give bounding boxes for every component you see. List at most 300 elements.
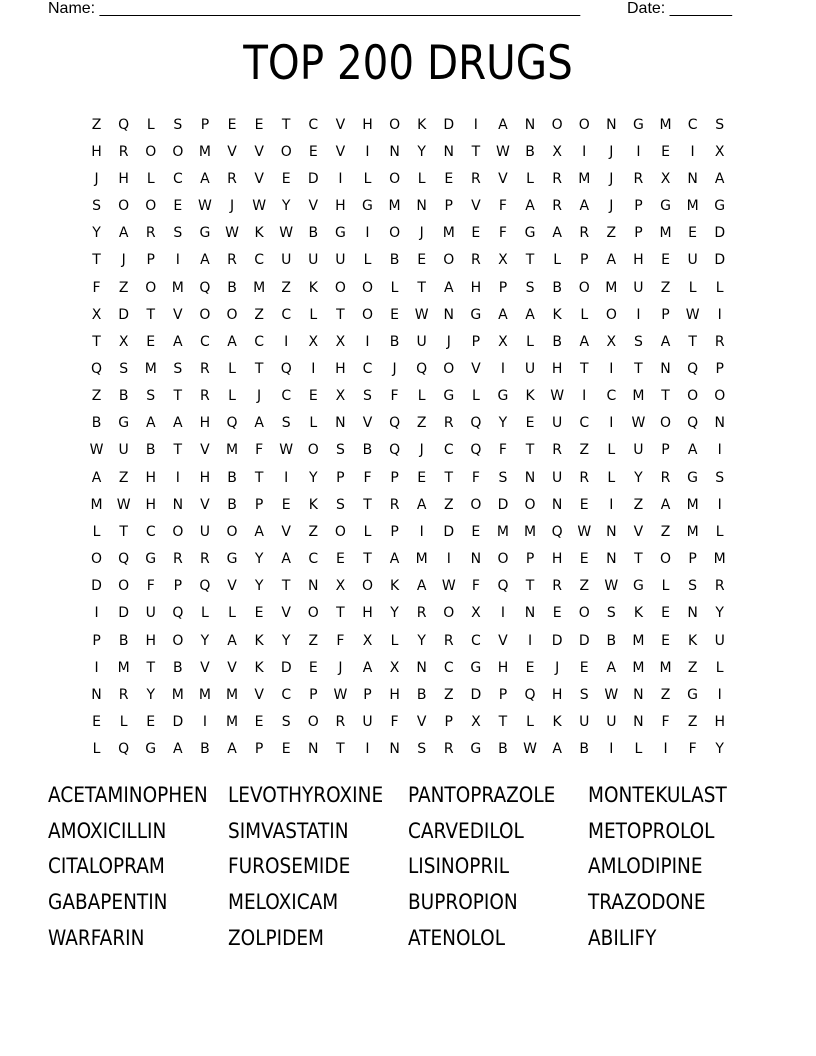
grid-letter: W [604, 686, 619, 703]
grid-letter: F [688, 741, 697, 758]
word-list-item: METOPROLOL [588, 818, 715, 843]
grid-letter: J [257, 388, 262, 405]
grid-letter: I [609, 496, 614, 513]
grid-letter: O [226, 523, 238, 540]
grid-letter: K [552, 306, 562, 323]
grid-letter: N [633, 686, 644, 703]
grid-letter: M [659, 659, 672, 676]
grid-letter: L [715, 523, 724, 540]
grid-letter: O [280, 143, 292, 160]
grid-letter: V [633, 523, 644, 540]
grid-letter: T [146, 306, 156, 323]
grid-letter: M [686, 198, 699, 215]
grid-letter: Z [579, 578, 590, 595]
grid-letter: Y [254, 578, 264, 595]
grid-letter: T [634, 551, 643, 568]
grid-letter: I [175, 469, 180, 486]
grid-letter: T [146, 659, 156, 676]
grid-letter: L [634, 741, 643, 758]
grid-letter: H [145, 496, 156, 513]
grid-letter: N [470, 551, 482, 568]
grid-letter: D [91, 578, 102, 595]
grid-letter: A [660, 496, 671, 513]
grid-letter: O [145, 279, 157, 296]
grid-letter: N [443, 143, 454, 160]
grid-letter: O [687, 388, 699, 405]
grid-letter: V [498, 170, 508, 187]
grid-letter: D [118, 605, 130, 622]
grid-letter: M [225, 686, 239, 703]
grid-letter: M [415, 551, 428, 568]
grid-letter: I [717, 686, 722, 703]
grid-letter: P [498, 279, 508, 296]
grid-letter: D [470, 686, 482, 703]
grid-letter: W [414, 306, 429, 323]
grid-letter: O [443, 252, 455, 269]
word-list-item: LEVOTHYROXINE [228, 782, 384, 807]
grid-letter: L [607, 442, 616, 459]
grid-letter: X [389, 659, 400, 676]
grid-letter: K [525, 388, 535, 405]
grid-letter: N [416, 198, 427, 215]
grid-letter: R [389, 496, 400, 513]
grid-letter: H [714, 714, 725, 731]
grid-letter: O [551, 116, 563, 133]
word-list-item: FUROSEMIDE [228, 854, 351, 879]
grid-letter: S [363, 388, 372, 405]
grid-letter: I [663, 741, 668, 758]
grid-letter: A [254, 523, 264, 540]
grid-letter: T [363, 551, 372, 568]
grid-letter: I [365, 741, 370, 758]
grid-letter: E [146, 333, 156, 350]
grid-letter: J [392, 360, 397, 377]
grid-letter: Z [660, 686, 671, 703]
grid-letter: E [308, 388, 318, 405]
grid-letter: X [362, 632, 373, 649]
grid-letter: R [172, 551, 183, 568]
header [48, 0, 748, 20]
grid-letter: R [443, 741, 454, 758]
grid-letter: F [390, 714, 399, 731]
grid-letter: K [308, 496, 318, 513]
grid-letter: K [254, 632, 264, 649]
grid-letter: T [336, 605, 345, 622]
grid-letter: U [281, 252, 292, 269]
grid-letter: E [579, 496, 589, 513]
grid-letter: G [470, 306, 482, 323]
grid-letter: P [444, 714, 453, 731]
grid-letter: I [365, 143, 370, 160]
grid-letter: O [199, 306, 211, 323]
grid-letter: Q [551, 523, 563, 540]
grid-letter: G [632, 578, 644, 595]
grid-letter: B [227, 496, 237, 513]
grid-letter: B [498, 741, 508, 758]
grid-letter: D [118, 306, 130, 323]
grid-letter: W [225, 225, 239, 242]
grid-letter: N [524, 605, 536, 622]
grid-letter: X [91, 306, 102, 323]
grid-letter: Q [226, 415, 238, 432]
grid-letter: R [200, 360, 210, 377]
grid-letter: X [660, 170, 671, 187]
grid-letter: L [309, 415, 318, 432]
grid-letter: V [281, 523, 291, 540]
grid-letter: I [284, 333, 289, 350]
grid-letter: C [443, 659, 454, 676]
name-field-label: Name: ______________________________________________________ [48, 0, 581, 17]
grid-letter: B [362, 442, 373, 459]
grid-letter: N [172, 496, 184, 513]
grid-letter: I [717, 496, 722, 513]
grid-letter: T [525, 578, 535, 595]
grid-letter: I [473, 116, 478, 133]
grid-letter: T [579, 360, 589, 377]
grid-letter: R [552, 578, 562, 595]
grid-letter: I [419, 523, 424, 540]
grid-letter: K [633, 605, 644, 622]
grid-letter: M [496, 523, 509, 540]
grid-letter: Z [606, 225, 617, 242]
grid-letter: S [119, 360, 129, 377]
grid-letter: S [715, 469, 725, 486]
grid-letter: X [498, 333, 508, 350]
grid-letter: L [146, 170, 155, 187]
grid-letter: S [633, 333, 643, 350]
grid-letter: B [389, 252, 400, 269]
grid-letter: L [201, 605, 209, 622]
grid-letter: C [308, 116, 319, 133]
grid-letter: L [228, 388, 236, 405]
grid-letter: G [226, 551, 238, 568]
grid-letter: S [688, 578, 698, 595]
grid-letter: E [254, 605, 264, 622]
word-list [48, 777, 768, 956]
grid-letter: C [308, 551, 319, 568]
grid-letter: K [254, 225, 264, 242]
grid-letter: Z [416, 415, 427, 432]
grid-letter: O [145, 143, 157, 160]
grid-letter: O [145, 198, 157, 215]
grid-letter: E [417, 469, 427, 486]
grid-letter: T [471, 143, 481, 160]
grid-letter: R [714, 333, 725, 350]
grid-letter: J [121, 252, 126, 269]
grid-letter: J [609, 170, 614, 187]
grid-letter: W [685, 306, 700, 323]
grid-letter: L [471, 388, 480, 405]
grid-letter: A [606, 252, 617, 269]
grid-letter: T [281, 116, 291, 133]
grid-letter: B [91, 415, 102, 432]
grid-letter: L [363, 252, 372, 269]
grid-letter: P [146, 252, 155, 269]
word-list-item: PANTOPRAZOLE [408, 782, 556, 807]
grid-letter: G [470, 659, 482, 676]
grid-letter: H [199, 469, 211, 486]
grid-letter: A [525, 306, 535, 323]
grid-letter: O [118, 578, 130, 595]
grid-letter: L [92, 523, 101, 540]
grid-letter: T [173, 388, 183, 405]
grid-letter: H [199, 415, 211, 432]
grid-letter: R [552, 170, 562, 187]
grid-letter: E [417, 252, 427, 269]
grid-letter: G [443, 388, 455, 405]
grid-letter: O [334, 279, 346, 296]
grid-letter: L [417, 170, 426, 187]
grid-letter: I [582, 143, 587, 160]
grid-letter: B [552, 333, 562, 350]
grid-letter: T [444, 469, 454, 486]
grid-letter: Z [91, 116, 102, 133]
grid-letter: P [525, 551, 535, 568]
grid-letter: M [253, 279, 266, 296]
grid-letter: M [144, 360, 157, 377]
grid-letter: C [687, 116, 698, 133]
grid-letter: V [227, 659, 237, 676]
word-list-item: BUPROPION [408, 890, 518, 915]
grid-letter: L [526, 333, 534, 350]
grid-letter: H [389, 686, 400, 703]
grid-letter: Z [579, 442, 590, 459]
grid-letter: I [500, 360, 506, 377]
grid-letter: T [661, 388, 670, 405]
grid-letter: Q [280, 360, 292, 377]
grid-letter: E [227, 116, 237, 133]
grid-letter: J [555, 659, 560, 676]
grid-letter: T [254, 360, 264, 377]
page-title: TOP 200 DRUGS [243, 36, 573, 91]
grid-letter: R [118, 143, 129, 160]
grid-letter: M [632, 659, 645, 676]
grid-letter: Z [91, 388, 102, 405]
grid-letter: O [389, 225, 401, 242]
grid-letter: N [660, 360, 671, 377]
grid-letter: O [172, 143, 184, 160]
grid-letter: N [389, 143, 400, 160]
grid-letter: I [338, 170, 343, 187]
grid-letter: A [200, 170, 210, 187]
grid-letter: M [198, 686, 211, 703]
grid-letter: Z [118, 469, 129, 486]
grid-letter: R [633, 170, 644, 187]
grid-letter: S [579, 686, 589, 703]
grid-letter: Z [308, 632, 319, 649]
grid-letter: C [281, 686, 292, 703]
grid-letter: M [713, 551, 726, 568]
grid-letter: G [714, 198, 726, 215]
grid-letter: S [92, 198, 101, 215]
grid-letter: T [688, 333, 697, 350]
grid-letter: I [609, 741, 614, 758]
grid-letter: E [281, 170, 291, 187]
grid-letter: E [661, 143, 670, 160]
word-list-item: CARVEDILOL [408, 818, 524, 843]
grid-letter: L [580, 306, 589, 323]
grid-letter: D [714, 252, 726, 269]
grid-letter: N [633, 714, 644, 731]
grid-letter: Y [634, 469, 643, 486]
grid-letter: Y [254, 551, 264, 568]
grid-letter: X [606, 333, 617, 350]
grid-letter: I [446, 551, 451, 568]
grid-letter: R [470, 170, 481, 187]
grid-letter: N [443, 306, 454, 323]
grid-letter: I [94, 659, 99, 676]
grid-letter: V [254, 170, 264, 187]
grid-letter: U [687, 252, 698, 269]
word-list-item: MONTEKULAST [588, 782, 727, 807]
grid-letter: E [471, 225, 481, 242]
grid-letter: Z [687, 659, 698, 676]
grid-letter: N [606, 116, 617, 133]
grid-letter: W [116, 496, 131, 513]
grid-letter: H [551, 686, 563, 703]
grid-letter: F [661, 714, 670, 731]
grid-letter: H [118, 170, 129, 187]
grid-letter: O [389, 170, 401, 187]
grid-letter: T [173, 442, 183, 459]
grid-letter: C [443, 442, 454, 459]
grid-letter: X [471, 714, 481, 731]
grid-letter: U [552, 469, 563, 486]
grid-letter: R [416, 605, 427, 622]
grid-letter: O [443, 605, 455, 622]
grid-letter: K [254, 659, 264, 676]
grid-letter: C [281, 306, 292, 323]
grid-letter: I [690, 143, 695, 160]
grid-letter: V [498, 632, 508, 649]
grid-letter: M [442, 225, 455, 242]
grid-letter: E [146, 714, 156, 731]
grid-letter: Q [199, 578, 211, 595]
grid-letter: O [172, 523, 184, 540]
grid-letter: R [145, 225, 156, 242]
grid-letter: O [307, 605, 319, 622]
grid-letter: G [145, 741, 157, 758]
grid-letter: E [254, 714, 264, 731]
grid-letter: Q [91, 360, 103, 377]
grid-letter: U [579, 714, 590, 731]
grid-letter: L [363, 523, 372, 540]
grid-letter: D [443, 523, 455, 540]
grid-letter: Y [715, 741, 724, 758]
grid-letter: O [307, 714, 319, 731]
word-list-item: MELOXICAM [228, 890, 339, 915]
grid-letter: L [309, 306, 318, 323]
grid-letter: F [146, 578, 155, 595]
grid-letter: A [443, 279, 454, 296]
grid-letter: Y [417, 632, 426, 649]
grid-letter: U [199, 523, 211, 540]
grid-letter: A [714, 170, 725, 187]
grid-letter: H [551, 360, 563, 377]
grid-letter: L [228, 605, 236, 622]
grid-letter: D [280, 659, 292, 676]
grid-letter: O [660, 415, 672, 432]
grid-letter: D [172, 714, 184, 731]
word-list-item: AMOXICILLIN [48, 818, 167, 843]
grid-letter: C [172, 170, 183, 187]
grid-letter: N [91, 686, 102, 703]
grid-letter: C [254, 333, 264, 350]
grid-letter: O [578, 279, 590, 296]
grid-letter: I [582, 388, 587, 405]
grid-letter: A [498, 116, 508, 133]
grid-letter: S [417, 741, 427, 758]
grid-letter: M [524, 523, 537, 540]
grid-letter: I [609, 415, 614, 432]
grid-letter: V [335, 143, 346, 160]
grid-letter: C [200, 333, 210, 350]
grid-letter: M [225, 714, 239, 731]
grid-letter: G [497, 388, 509, 405]
grid-letter: O [226, 306, 238, 323]
grid-letter: S [173, 360, 183, 377]
grid-letter: V [200, 496, 210, 513]
grid-letter: M [686, 523, 699, 540]
grid-letter: S [498, 469, 508, 486]
grid-letter: M [659, 116, 672, 133]
grid-letter: B [173, 659, 183, 676]
grid-letter: K [308, 279, 318, 296]
grid-letter: A [416, 496, 427, 513]
grid-letter: N [389, 741, 400, 758]
grid-letter: V [254, 686, 264, 703]
grid-letter: Z [443, 686, 454, 703]
grid-letter: T [525, 442, 535, 459]
grid-letter: M [171, 686, 184, 703]
grid-letter: D [551, 632, 563, 649]
grid-letter: Y [281, 632, 291, 649]
grid-letter: L [661, 578, 670, 595]
grid-letter: V [335, 116, 346, 133]
grid-letter: G [145, 551, 157, 568]
grid-letter: O [524, 496, 536, 513]
grid-letter: P [580, 252, 589, 269]
grid-letter: Y [92, 225, 101, 242]
grid-letter: H [470, 279, 482, 296]
grid-letter: X [118, 333, 129, 350]
grid-letter: M [632, 632, 645, 649]
grid-letter: J [446, 333, 451, 350]
grid-letter: E [661, 252, 670, 269]
grid-letter: Z [443, 496, 454, 513]
grid-letter: T [498, 714, 508, 731]
grid-letter: E [281, 496, 291, 513]
grid-letter: S [173, 225, 183, 242]
grid-letter: Z [118, 279, 129, 296]
grid-letter: Q [118, 741, 130, 758]
grid-letter: V [200, 659, 210, 676]
grid-letter: G [660, 198, 671, 215]
grid-letter: I [365, 333, 370, 350]
grid-letter: E [525, 415, 535, 432]
grid-letter: V [173, 306, 183, 323]
grid-letter: X [498, 252, 508, 269]
grid-letter: U [308, 252, 319, 269]
grid-letter: U [633, 279, 644, 296]
grid-letter: Q [199, 279, 211, 296]
grid-letter: B [145, 442, 156, 459]
grid-letter: R [227, 252, 237, 269]
grid-letter: E [579, 551, 589, 568]
grid-letter: V [200, 442, 210, 459]
grid-letter: P [254, 741, 264, 758]
grid-letter: B [200, 741, 210, 758]
